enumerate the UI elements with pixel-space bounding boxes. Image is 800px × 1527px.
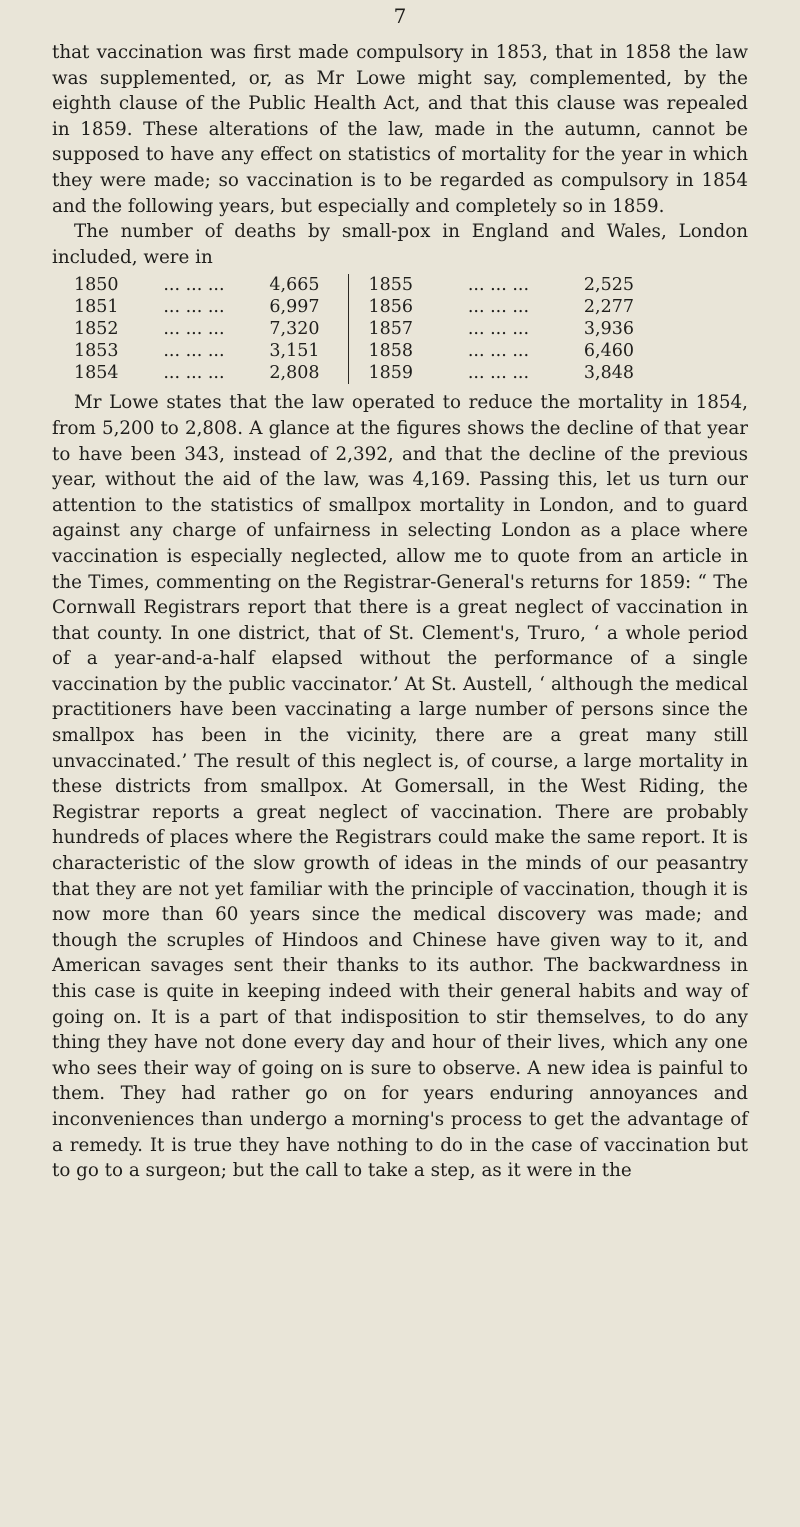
death-count: 2,525 <box>583 275 634 296</box>
year: 1850 <box>74 275 119 296</box>
table-row <box>361 274 635 296</box>
year: 1853 <box>74 341 119 362</box>
dot-leader: ... ... ... <box>163 297 225 318</box>
table-row <box>361 318 635 340</box>
paragraph-lowe-times-quote: Mr Lowe states that the law operated to reduce the mortality in 1854, from 5,200 to 2,808. A glance at the figures shows the decline of that year to have been 343, instead of 2,392, and that the decline of the previous year, without the aid of the law, was 4,169. Passing this, let us turn our attention to the statistics of smallpox mortality in London, and to guard against any charge of unfairness in selecting London as a place where vaccination is especially neglected, allow me to quote from an article in the Times, commenting on the Registrar-General's returns for 1859: “ The Cornwall Registrars report that there is a great neglect of vaccination in that county. In one district, that of St. Clement's, Truro, ‘ a whole period of a year-and-a-half elapsed without the performance of a single vaccination by the public vaccinator.’ At St. Austell, ‘ although the medical practitioners have been vaccinating a large number of persons since the smallpox has been in the vicinity, there are a great many still unvaccinated.’ The result of this neglect is, of course, a large mortality in these districts from smallpox. At Gomersall, in the West Riding, the Registrar reports a great neglect of vaccination. There are probably hundreds of places where the Registrars could make the same report. It is characteristic of the slow growth of ideas in the minds of our peasantry that they are not yet familiar with the principle of vaccination, though it is now more than 60 years since the medical discovery was made; and though the scruples of Hindoos and Chinese have given way to it, and American savages sent their thanks to its author. The backwardness in this case is quite in keeping indeed with their general habits and way of going on. It is a part of that indisposition to stir themselves, to do any thing they have not done every day and hour of their lives, which any one who sees their way of going on is sure to observe. A new idea is painful to them. They had rather go on for years enduring annoyances and inconveniences than undergo a morning's process to get the advantage of a remedy. It is true they have nothing to do in the case of vaccination but to go to a surgeon; but the call to take a step, as it were in the <box>52 392 748 1182</box>
year: 1855 <box>368 275 414 296</box>
death-count: 6,997 <box>269 297 320 318</box>
dot-leader: ... ... ... <box>467 297 530 318</box>
page-number: 7 <box>393 4 407 28</box>
death-count: 2,808 <box>269 363 320 384</box>
dot-leader: ... ... ... <box>163 363 225 384</box>
year: 1851 <box>74 297 119 318</box>
death-count: 3,848 <box>583 363 634 384</box>
table-row <box>361 296 635 318</box>
dot-leader: ... ... ... <box>467 319 530 340</box>
year: 1856 <box>368 297 414 318</box>
dot-leader: ... ... ... <box>163 275 225 296</box>
paragraph-vaccination-law: that vaccination was first made compulsory in 1853, that in 1858 the law was supplemented, or, as Mr Lowe might say, complemented, by the eighth clause of the Public Health Act, and that this clause was repealed in 1859. These alterations of the law, made in the autumn, cannot be supposed to have any effect on statistics of mortality for the year in which they were made; so vaccination is to be regarded as compulsory in 1854 and the following years, but especially and completely so in 1859. <box>52 42 748 217</box>
year: 1857 <box>368 319 414 340</box>
paragraph-deaths-intro: The number of deaths by small-pox in England and Wales, London included, were in <box>52 221 748 268</box>
body-text <box>52 40 748 1184</box>
death-count: 6,460 <box>583 341 634 362</box>
table-column-right <box>361 274 635 384</box>
table-row <box>74 318 348 340</box>
table-row <box>74 296 348 318</box>
table-column-left <box>74 274 349 384</box>
dot-leader: ... ... ... <box>163 319 225 340</box>
death-count: 7,320 <box>269 319 320 340</box>
year: 1859 <box>368 363 414 384</box>
dot-leader: ... ... ... <box>467 341 530 362</box>
death-count: 3,936 <box>583 319 634 340</box>
year: 1852 <box>74 319 119 340</box>
year: 1854 <box>74 363 119 384</box>
table-row <box>361 340 635 362</box>
death-count: 3,151 <box>269 341 320 362</box>
table-row <box>74 340 348 362</box>
table-row <box>361 362 635 384</box>
year: 1858 <box>368 341 414 362</box>
dot-leader: ... ... ... <box>467 275 530 296</box>
smallpox-deaths-table <box>74 274 634 384</box>
table-row <box>74 274 348 296</box>
table-row <box>74 362 348 384</box>
dot-leader: ... ... ... <box>467 363 530 384</box>
death-count: 4,665 <box>269 275 320 296</box>
dot-leader: ... ... ... <box>163 341 225 362</box>
death-count: 2,277 <box>583 297 634 318</box>
